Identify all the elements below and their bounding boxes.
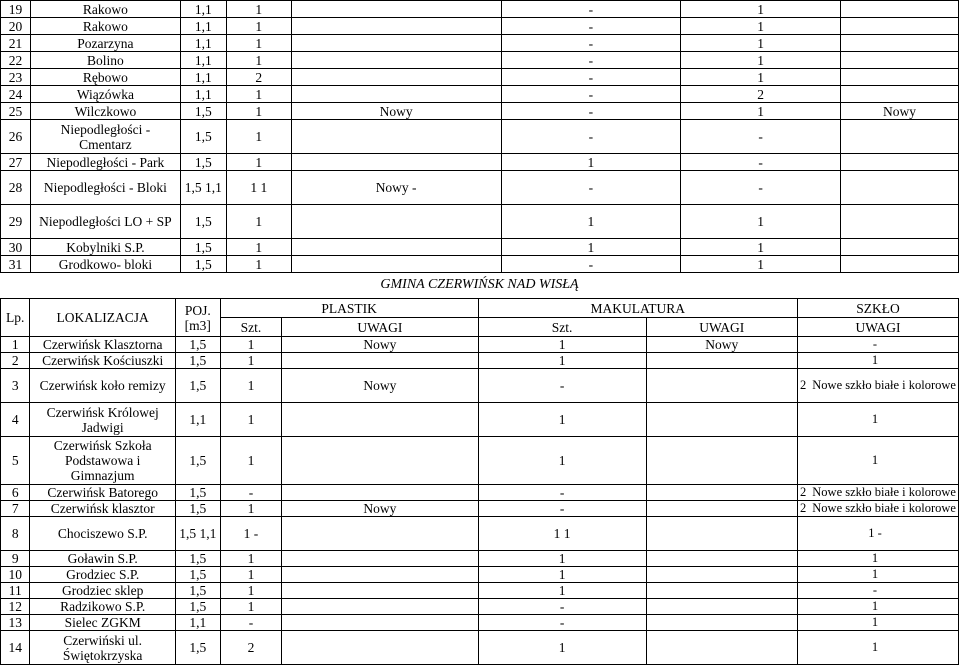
cell-location: Czerwińsk Szkoła Podstawowa i Gimnazjum — [30, 437, 175, 485]
cell-capacity: 1,1 — [180, 69, 226, 86]
cell-lp: 10 — [1, 567, 30, 583]
cell-location: Grodziec S.P. — [30, 567, 175, 583]
cell-glass — [798, 583, 959, 599]
cell-capacity: 1,5 — [175, 337, 220, 353]
table-row — [1, 485, 959, 501]
cell-plastic-count: 2 — [220, 631, 282, 665]
cell-paper-count: 1 1 — [478, 517, 646, 551]
cell-location: Niepodległości LO + SP — [30, 205, 180, 239]
header-plastic-notes: UWAGI — [282, 318, 478, 337]
cell-paper-count: - — [501, 1, 681, 18]
cell-plastic-count: 1 — [220, 403, 282, 437]
cell-glass-count: 1 - — [868, 526, 882, 540]
table-row — [1, 501, 959, 517]
cell-location: Sielec ZGKM — [30, 615, 175, 631]
cell-paper-notes: 1 — [681, 1, 841, 18]
cell-location: Kobylniki S.P. — [30, 239, 180, 256]
cell-plastic-count: 1 — [220, 337, 282, 353]
cell-capacity: 1,5 1,1 — [180, 171, 226, 205]
cell-lp: 2 — [1, 353, 30, 369]
table-row — [1, 615, 959, 631]
cell-capacity: 1,5 — [180, 120, 226, 154]
cell-capacity: 1,5 — [175, 369, 220, 403]
table-row — [1, 18, 959, 35]
cell-paper-count: - — [501, 69, 681, 86]
cell-location: Bolino — [30, 52, 180, 69]
cell-glass — [798, 567, 959, 583]
cell-paper-notes — [646, 583, 797, 599]
cell-glass-count: 2 — [800, 378, 807, 392]
cell-capacity: 1,1 — [175, 615, 220, 631]
cell-location: Czerwińsk Klasztorna — [30, 337, 175, 353]
cell-plastic-notes: Nowy - — [291, 171, 501, 205]
cell-capacity: 1,1 — [180, 18, 226, 35]
container-table-czerwinsk — [0, 298, 959, 665]
cell-glass-count: - — [872, 337, 878, 351]
cell-plastic-count: 1 — [226, 35, 291, 52]
cell-location: Grodkowo- bloki — [30, 256, 180, 273]
table-row — [1, 120, 959, 154]
cell-lp: 8 — [1, 517, 30, 551]
header-capacity-label: POJ. — [184, 302, 211, 318]
cell-paper-notes — [646, 437, 797, 485]
cell-plastic-count: 1 — [220, 353, 282, 369]
cell-glass-notes — [841, 52, 959, 69]
cell-plastic-notes — [291, 154, 501, 171]
cell-lp: 4 — [1, 403, 30, 437]
cell-paper-notes: 1 — [681, 52, 841, 69]
cell-glass — [798, 337, 959, 353]
cell-location: Rębowo — [30, 69, 180, 86]
cell-paper-count: - — [478, 615, 646, 631]
cell-capacity: 1,1 — [180, 1, 226, 18]
cell-plastic-count: 1 — [226, 205, 291, 239]
cell-paper-count: 1 — [478, 631, 646, 665]
cell-plastic-notes — [282, 615, 478, 631]
cell-paper-notes: - — [681, 154, 841, 171]
cell-plastic-notes — [291, 18, 501, 35]
cell-capacity: 1,5 — [175, 485, 220, 501]
cell-capacity: 1,5 — [180, 154, 226, 171]
table-row — [1, 1, 959, 18]
cell-capacity: 1,1 — [180, 35, 226, 52]
cell-plastic-notes — [291, 120, 501, 154]
cell-plastic-notes — [282, 353, 478, 369]
cell-lp: 23 — [1, 69, 31, 86]
cell-glass-count: 1 — [871, 599, 879, 613]
cell-paper-count: - — [501, 35, 681, 52]
cell-plastic-count: 1 - — [220, 517, 282, 551]
cell-plastic-count: 1 — [226, 1, 291, 18]
municipality-caption: GMINA CZERWIŃSK NAD WISŁĄ — [380, 277, 579, 292]
cell-capacity: 1,5 — [175, 437, 220, 485]
cell-plastic-count: 1 — [220, 567, 282, 583]
cell-plastic-count: 1 1 — [226, 171, 291, 205]
cell-paper-notes: 2 — [681, 86, 841, 103]
table-row — [1, 517, 959, 551]
cell-glass-count: 1 — [871, 453, 879, 467]
cell-lp: 27 — [1, 154, 31, 171]
cell-paper-count: 1 — [501, 205, 681, 239]
cell-lp: 6 — [1, 485, 30, 501]
cell-lp: 1 — [1, 337, 30, 353]
cell-lp: 31 — [1, 256, 31, 273]
cell-glass-count: 2 — [800, 501, 807, 515]
table-row — [1, 567, 959, 583]
table-row — [1, 631, 959, 665]
cell-paper-notes — [646, 369, 797, 403]
cell-capacity: 1,5 — [175, 567, 220, 583]
cell-plastic-notes — [282, 403, 478, 437]
cell-lp: 12 — [1, 599, 30, 615]
cell-capacity: 1,5 1,1 — [175, 517, 220, 551]
cell-paper-count: - — [501, 171, 681, 205]
cell-capacity: 1,5 — [175, 599, 220, 615]
cell-location: Czerwińsk klasztor — [30, 501, 175, 517]
cell-plastic-notes — [282, 567, 478, 583]
cell-paper-count: 1 — [501, 154, 681, 171]
cell-location: Niepodległości - Park — [30, 154, 180, 171]
header-plastic: PLASTIK — [220, 299, 478, 318]
cell-paper-count: 1 — [478, 403, 646, 437]
cell-lp: 25 — [1, 103, 31, 120]
cell-glass — [798, 615, 959, 631]
cell-plastic-count: 1 — [220, 583, 282, 599]
cell-lp: 28 — [1, 171, 31, 205]
cell-location: Rakowo — [30, 18, 180, 35]
cell-plastic-notes — [291, 256, 501, 273]
cell-location: Czerwińsk Kościuszki — [30, 353, 175, 369]
cell-glass-count: - — [872, 583, 878, 597]
cell-glass-count: 1 — [871, 640, 879, 654]
cell-plastic-notes: Nowy — [282, 369, 478, 403]
cell-glass-notes: Nowy — [841, 103, 959, 120]
table-row — [1, 599, 959, 615]
cell-paper-notes — [646, 403, 797, 437]
cell-glass-count: 1 — [871, 412, 879, 426]
cell-plastic-count: 1 — [226, 120, 291, 154]
cell-plastic-notes — [291, 52, 501, 69]
cell-plastic-count: 1 — [226, 239, 291, 256]
cell-location: Czerwińsk Batorego — [30, 485, 175, 501]
cell-capacity: 1,5 — [180, 239, 226, 256]
cell-paper-count: - — [501, 103, 681, 120]
cell-plastic-count: 1 — [220, 369, 282, 403]
cell-paper-count: 1 — [478, 437, 646, 485]
cell-paper-count: 1 — [478, 337, 646, 353]
table-row — [1, 205, 959, 239]
cell-glass — [798, 437, 959, 485]
cell-capacity: 1,5 — [175, 631, 220, 665]
cell-location: Pozarzyna — [30, 35, 180, 52]
table-row — [1, 35, 959, 52]
table-row — [1, 52, 959, 69]
cell-capacity: 1,5 — [180, 256, 226, 273]
table-row — [1, 256, 959, 273]
cell-lp: 7 — [1, 501, 30, 517]
cell-plastic-count: 1 — [226, 86, 291, 103]
cell-paper-notes: 1 — [681, 18, 841, 35]
cell-glass — [798, 501, 959, 517]
cell-glass — [798, 551, 959, 567]
cell-paper-count: - — [501, 256, 681, 273]
cell-lp: 3 — [1, 369, 30, 403]
cell-paper-notes: - — [681, 120, 841, 154]
cell-glass-notes — [841, 120, 959, 154]
cell-plastic-notes: Nowy — [282, 501, 478, 517]
cell-plastic-count: 1 — [226, 256, 291, 273]
cell-plastic-count: 2 — [226, 69, 291, 86]
cell-capacity: 1,5 — [175, 353, 220, 369]
cell-plastic-count: 1 — [220, 501, 282, 517]
cell-plastic-notes — [282, 517, 478, 551]
cell-paper-count: 1 — [478, 353, 646, 369]
cell-glass-notes: Nowe szkło białe i kolorowe — [812, 378, 956, 392]
cell-lp: 22 — [1, 52, 31, 69]
table-body — [1, 337, 959, 665]
cell-paper-count: 1 — [478, 567, 646, 583]
cell-paper-notes: 1 — [681, 103, 841, 120]
cell-location: Chociszewo S.P. — [30, 517, 175, 551]
cell-paper-count: - — [501, 120, 681, 154]
cell-glass-notes — [841, 239, 959, 256]
cell-plastic-count: 1 — [226, 18, 291, 35]
cell-paper-notes: - — [681, 171, 841, 205]
table-row — [1, 551, 959, 567]
cell-plastic-count: 1 — [220, 599, 282, 615]
cell-paper-notes: 1 — [681, 205, 841, 239]
cell-plastic-count: 1 — [226, 154, 291, 171]
cell-location: Niepodległości - Bloki — [30, 171, 180, 205]
header-paper-notes: UWAGI — [646, 318, 797, 337]
table-row — [1, 353, 959, 369]
cell-capacity: 1,1 — [180, 86, 226, 103]
table-row — [1, 171, 959, 205]
cell-glass — [798, 353, 959, 369]
cell-paper-count: - — [501, 86, 681, 103]
cell-plastic-notes — [291, 86, 501, 103]
table-row — [1, 583, 959, 599]
cell-lp: 26 — [1, 120, 31, 154]
cell-capacity: 1,5 — [175, 551, 220, 567]
cell-plastic-notes — [291, 35, 501, 52]
header-capacity-unit: [m3] — [184, 317, 211, 333]
cell-paper-notes: 1 — [681, 35, 841, 52]
cell-location: Niepodległości - Cmentarz — [30, 120, 180, 154]
cell-glass-count: 1 — [871, 615, 879, 629]
cell-capacity: 1,1 — [180, 52, 226, 69]
cell-paper-notes — [646, 631, 797, 665]
cell-lp: 11 — [1, 583, 30, 599]
cell-location: Czerwiński ul. Świętokrzyska — [30, 631, 175, 665]
table-header — [1, 299, 959, 337]
cell-paper-notes: 1 — [681, 69, 841, 86]
cell-glass-count: 1 — [871, 551, 879, 565]
cell-glass-notes — [841, 205, 959, 239]
table-row — [1, 103, 959, 120]
cell-paper-notes — [646, 485, 797, 501]
cell-location: Rakowo — [30, 1, 180, 18]
cell-paper-count: - — [478, 599, 646, 615]
cell-plastic-notes — [282, 485, 478, 501]
header-plastic-count: Szt. — [220, 318, 282, 337]
cell-paper-notes — [646, 551, 797, 567]
cell-location: Wiązówka — [30, 86, 180, 103]
cell-lp: 29 — [1, 205, 31, 239]
cell-glass — [798, 403, 959, 437]
cell-lp: 13 — [1, 615, 30, 631]
header-paper-count: Szt. — [478, 318, 646, 337]
table-row — [1, 86, 959, 103]
header-capacity — [175, 299, 220, 337]
cell-glass-notes — [841, 86, 959, 103]
cell-location: Grodziec sklep — [30, 583, 175, 599]
cell-paper-notes: 1 — [681, 256, 841, 273]
cell-plastic-count: - — [220, 485, 282, 501]
cell-capacity: 1,5 — [175, 583, 220, 599]
cell-plastic-count: 1 — [220, 437, 282, 485]
cell-lp: 24 — [1, 86, 31, 103]
table-row — [1, 369, 959, 403]
cell-lp: 30 — [1, 239, 31, 256]
cell-glass — [798, 485, 959, 501]
table-body — [1, 1, 959, 273]
table-row — [1, 337, 959, 353]
cell-paper-notes — [646, 501, 797, 517]
cell-capacity: 1,1 — [175, 403, 220, 437]
cell-plastic-notes — [291, 1, 501, 18]
cell-paper-count: - — [478, 369, 646, 403]
cell-plastic-count: 1 — [226, 52, 291, 69]
header-location: LOKALIZACJA — [30, 299, 175, 337]
cell-plastic-count: 1 — [220, 551, 282, 567]
cell-paper-count: 1 — [478, 551, 646, 567]
cell-glass-notes — [841, 35, 959, 52]
cell-plastic-notes — [282, 631, 478, 665]
cell-lp: 19 — [1, 1, 31, 18]
cell-paper-notes: 1 — [681, 239, 841, 256]
cell-paper-notes — [646, 353, 797, 369]
cell-glass-notes: Nowe szkło białe i kolorowe — [812, 501, 956, 515]
cell-paper-count: - — [501, 18, 681, 35]
cell-paper-notes — [646, 517, 797, 551]
cell-paper-notes — [646, 615, 797, 631]
cell-lp: 20 — [1, 18, 31, 35]
cell-glass-notes — [841, 18, 959, 35]
cell-glass-notes — [841, 256, 959, 273]
cell-lp: 14 — [1, 631, 30, 665]
cell-capacity: 1,5 — [180, 103, 226, 120]
cell-plastic-notes — [282, 437, 478, 485]
cell-plastic-notes — [291, 205, 501, 239]
table-row — [1, 239, 959, 256]
cell-glass — [798, 631, 959, 665]
cell-plastic-notes — [282, 551, 478, 567]
cell-plastic-notes — [282, 583, 478, 599]
cell-glass — [798, 517, 959, 551]
table-row — [1, 154, 959, 171]
cell-glass — [798, 369, 959, 403]
cell-plastic-count: - — [220, 615, 282, 631]
cell-paper-notes: Nowy — [646, 337, 797, 353]
cell-location: Radzikowo S.P. — [30, 599, 175, 615]
header-glass: SZKŁO — [798, 299, 959, 318]
header-lp: Lp. — [1, 299, 30, 337]
cell-plastic-notes — [291, 239, 501, 256]
cell-glass-notes: Nowe szkło białe i kolorowe — [812, 485, 956, 499]
cell-glass-notes — [841, 1, 959, 18]
cell-glass-count: 1 — [871, 567, 879, 581]
cell-plastic-notes: Nowy — [291, 103, 501, 120]
cell-capacity: 1,5 — [180, 205, 226, 239]
cell-glass-count: 2 — [800, 485, 807, 499]
cell-plastic-notes — [291, 69, 501, 86]
cell-location: Czerwińsk koło remizy — [30, 369, 175, 403]
cell-lp: 21 — [1, 35, 31, 52]
cell-paper-count: - — [478, 485, 646, 501]
cell-glass-count: 1 — [871, 353, 879, 367]
cell-paper-count: 1 — [501, 239, 681, 256]
table-row — [1, 69, 959, 86]
cell-glass — [798, 599, 959, 615]
cell-lp: 5 — [1, 437, 30, 485]
table-row — [1, 437, 959, 485]
cell-paper-notes — [646, 599, 797, 615]
cell-lp: 9 — [1, 551, 30, 567]
cell-paper-count: - — [478, 501, 646, 517]
cell-paper-count: 1 — [478, 583, 646, 599]
cell-paper-notes — [646, 567, 797, 583]
cell-glass-notes — [841, 171, 959, 205]
cell-location: Czerwińsk Królowej Jadwigi — [30, 403, 175, 437]
cell-glass-notes — [841, 69, 959, 86]
header-glass-notes: UWAGI — [798, 318, 959, 337]
cell-location: Goławin S.P. — [30, 551, 175, 567]
header-paper: MAKULATURA — [478, 299, 797, 318]
cell-plastic-count: 1 — [226, 103, 291, 120]
cell-plastic-notes — [282, 599, 478, 615]
cell-location: Wilczkowo — [30, 103, 180, 120]
cell-paper-count: - — [501, 52, 681, 69]
cell-capacity: 1,5 — [175, 501, 220, 517]
cell-plastic-notes: Nowy — [282, 337, 478, 353]
table-row — [1, 403, 959, 437]
cell-glass-notes — [841, 154, 959, 171]
container-table-continuation — [0, 0, 959, 273]
